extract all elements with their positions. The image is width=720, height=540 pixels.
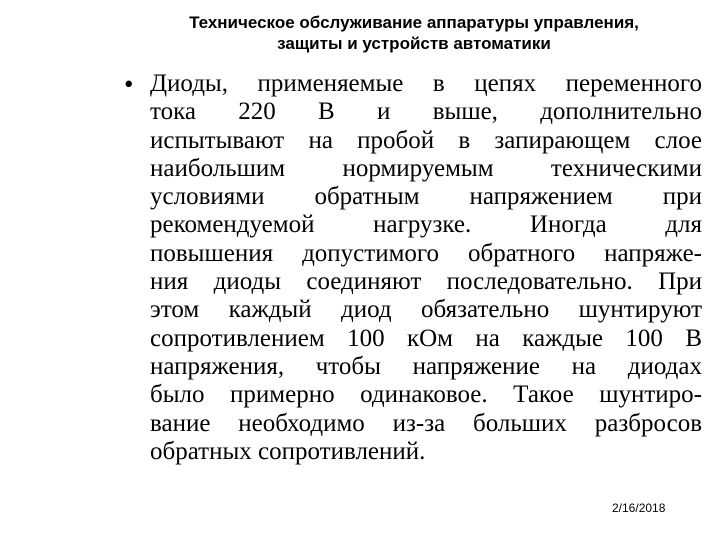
body-line: испытывают на пробой в запирающем слое [150, 126, 702, 154]
body-line: Диоды, применяемые в цепях переменного [150, 70, 702, 97]
body-line: повышения допустимого обратного напряже- [150, 239, 702, 267]
bullet-marker: • [124, 69, 134, 99]
slide-date: 2/16/2018 [612, 501, 666, 515]
body-line: было примерно одинаковое. Такое шунтиро- [150, 381, 702, 409]
body-line: условиями обратным напряжением при [150, 183, 702, 211]
body-line: напряжения, чтобы напряжение на диодах [150, 352, 702, 380]
slide-body-text [150, 70, 702, 466]
body-line: тока 220 В и выше, дополнительно [150, 98, 702, 126]
body-line: обратных сопротивлений. [150, 437, 426, 465]
body-line: этом каждый диод обязательно шунтируют [150, 296, 702, 324]
body-line: рекомендуемой нагрузке. Иногда для [150, 211, 702, 239]
body-line: наибольшим нормируемым техническими [150, 154, 702, 182]
body-line: сопротивлением 100 кОм на каждые 100 В [150, 324, 702, 352]
slide-title-line-1: Техническое обслуживание аппаратуры управления, [189, 13, 639, 32]
slide-title-line-2: защиты и устройств автоматики [277, 34, 551, 53]
slide-title [108, 12, 720, 54]
body-line: вание необходимо из-за больших разбросов [150, 409, 702, 437]
body-line: ния диоды соединяют последовательно. При [150, 268, 702, 296]
